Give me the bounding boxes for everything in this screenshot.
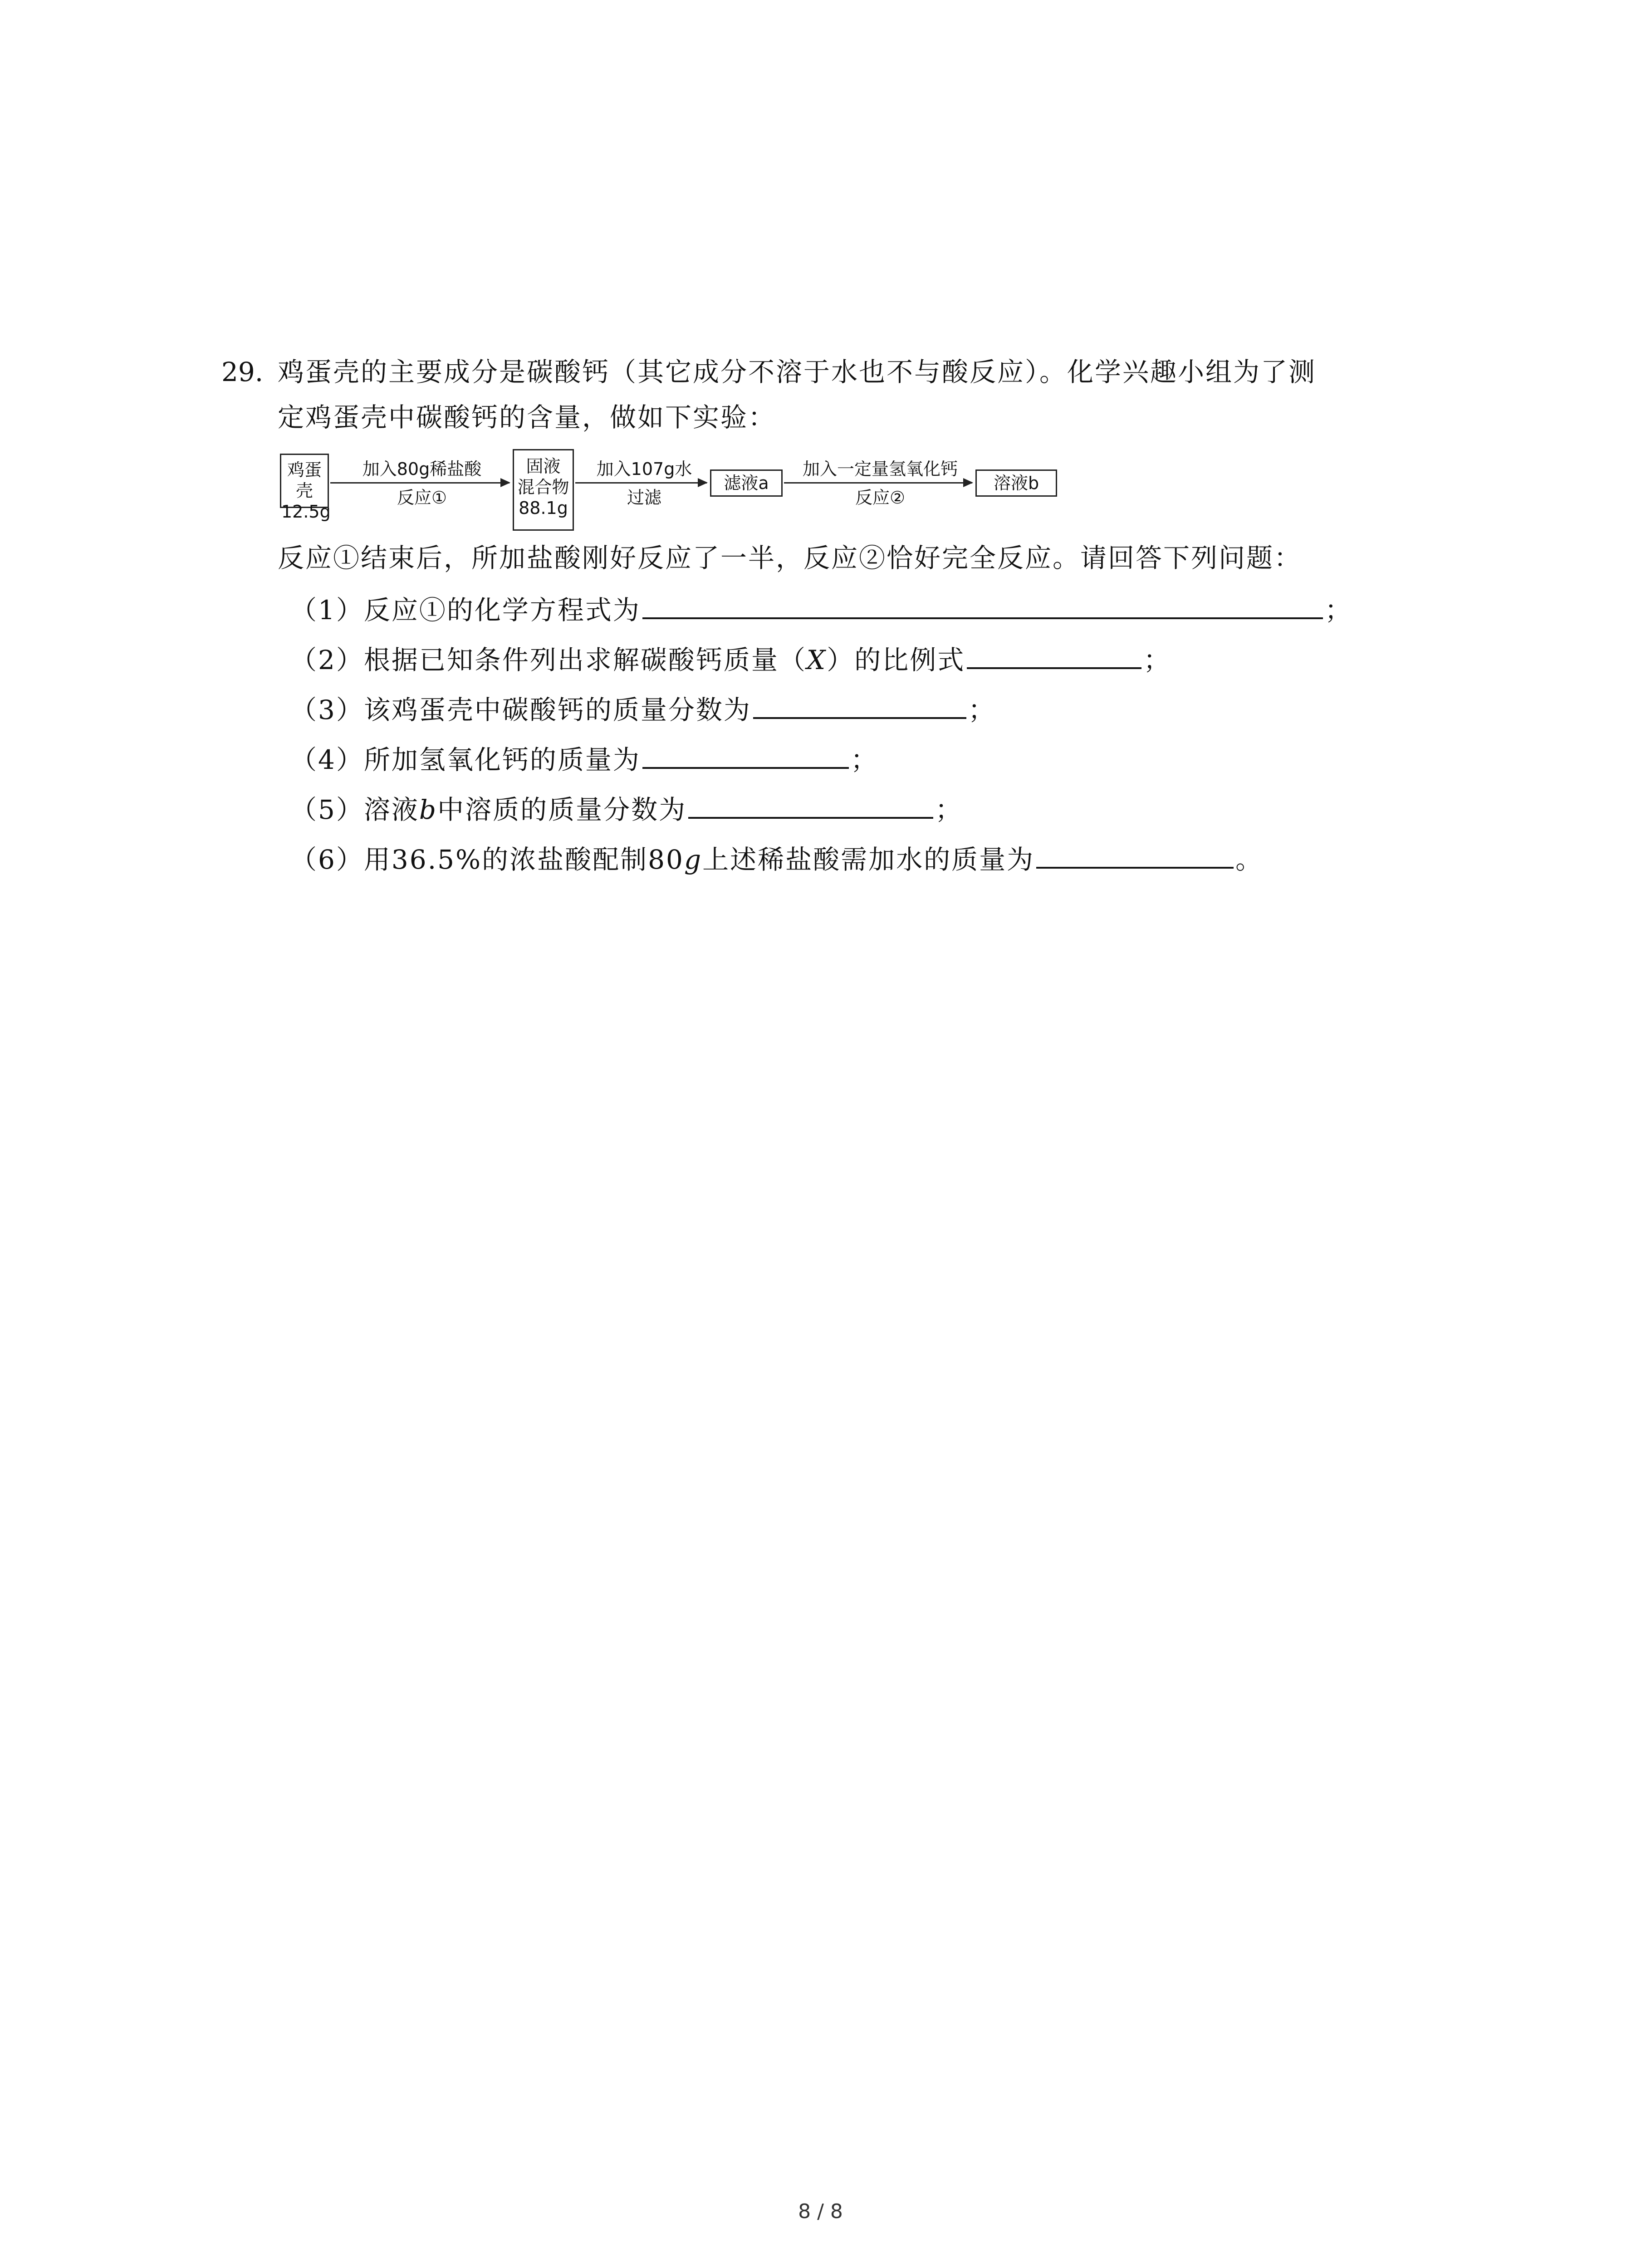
flow-box-mixture-line-2: 混合物: [517, 477, 569, 497]
answer-blank-5[interactable]: [688, 792, 933, 819]
question-stem-line-1: 鸡蛋壳的主要成分是碳酸钙（其它成分不溶于水也不与酸反应）。化学兴趣小组为了测: [278, 357, 1317, 387]
flow-arrow-3-bottom-label: 反应②: [855, 488, 906, 508]
flow-arrow-2-top-label: 加入107g水: [596, 459, 692, 479]
answer-blank-3[interactable]: [753, 692, 966, 719]
sub-question-3-end: ；: [968, 694, 996, 725]
flow-arrow-1-top-label: 加入80g稀盐酸: [362, 459, 482, 479]
experiment-flowchart: [0, 0, 1641, 590]
answer-blank-2[interactable]: [967, 642, 1141, 669]
sub-question-5-variable: b: [419, 794, 438, 825]
answer-blank-4[interactable]: [642, 742, 849, 769]
sub-question-6-end: 。: [1235, 844, 1264, 875]
question-condition: 反应①结束后，所加盐酸刚好反应了一半，反应②恰好完全反应。请回答下列问题：: [278, 543, 1302, 573]
sub-question-4-text: 所加氢氧化钙的质量为: [363, 744, 641, 775]
answer-blank-6[interactable]: [1036, 841, 1234, 869]
sub-question-4-end: ；: [850, 744, 878, 775]
flow-box-filtrate-a: 滤液a: [710, 469, 783, 497]
sub-question-3-text: 该鸡蛋壳中碳酸钙的质量分数为: [363, 694, 751, 725]
sub-question-1-label: （1）: [290, 595, 364, 626]
sub-question-2-text-after: ）的比例式: [827, 645, 965, 675]
question-stem-line-2: 定鸡蛋壳中碳酸钙的含量，做如下实验：: [278, 402, 776, 433]
sub-question-3-label: （3）: [290, 694, 364, 725]
flow-box-solution-b: 溶液b: [975, 469, 1057, 497]
flow-arrow-3: [784, 482, 972, 484]
sub-question-3: [290, 692, 996, 726]
sub-question-4: [290, 742, 878, 776]
sub-question-6-text-after: 上述稀盐酸需加水的质量为: [702, 844, 1035, 875]
flow-arrow-2-bottom-label: 过滤: [627, 488, 661, 508]
flow-box-eggshell-name: 鸡蛋壳: [287, 460, 322, 501]
sub-question-5-label: （5）: [290, 794, 364, 825]
flow-arrow-1: [330, 482, 509, 484]
sub-question-6-text: 用36.5%的浓盐酸配制80: [363, 844, 684, 875]
sub-question-4-label: （4）: [290, 744, 364, 775]
sub-question-1-end: ；: [1324, 595, 1352, 626]
sub-question-2-text: 根据已知条件列出求解碳酸钙质量（: [363, 645, 807, 675]
page-number: 8 / 8: [798, 2200, 843, 2223]
sub-question-6-unit: g: [684, 844, 703, 875]
sub-question-5-end: ；: [935, 794, 963, 825]
question-number: 29.: [221, 357, 264, 387]
sub-question-5-text-after: 中溶质的质量分数为: [437, 794, 687, 825]
flow-box-eggshell-mass: 12.5g: [281, 502, 331, 522]
sub-question-2-end: ；: [1143, 645, 1171, 675]
flow-arrow-1-bottom-label: 反应①: [397, 488, 447, 508]
flow-box-mixture-line-1: 固液: [526, 456, 561, 476]
sub-question-2: [290, 642, 1171, 676]
sub-question-1-text: 反应①的化学方程式为: [363, 595, 641, 626]
flow-box-eggshell: [280, 454, 331, 522]
answer-blank-1[interactable]: [642, 592, 1323, 619]
flow-arrow-2: [575, 482, 707, 484]
sub-question-6: [290, 841, 1263, 875]
sub-question-2-label: （2）: [290, 645, 364, 675]
flow-box-mixture: [513, 449, 574, 531]
flow-box-mixture-mass: 88.1g: [519, 498, 568, 518]
flow-arrow-3-top-label: 加入一定量氢氧化钙: [802, 459, 958, 479]
sub-question-5-text: 溶液: [363, 794, 419, 825]
sub-question-6-label: （6）: [290, 844, 364, 875]
sub-question-1: [290, 592, 1352, 626]
sub-question-2-variable: X: [806, 645, 827, 675]
sub-question-5: [290, 792, 963, 826]
